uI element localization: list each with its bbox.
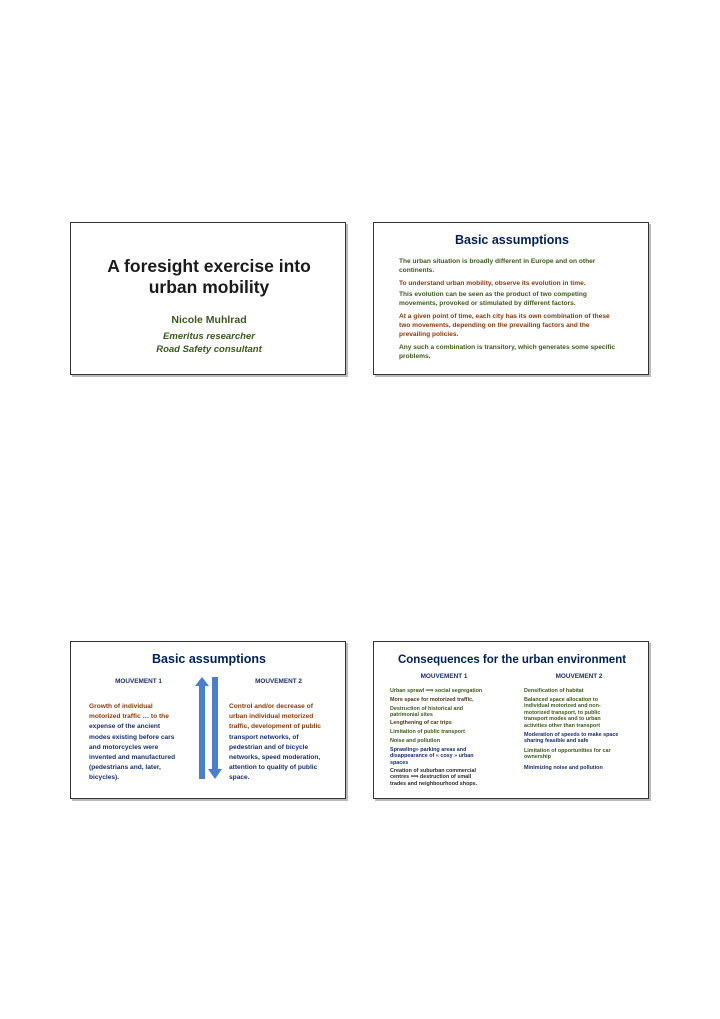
down-arrow-icon [205, 676, 225, 780]
movement-1-header: MOUVEMENT 1 [420, 673, 468, 680]
assumption-item: This evolution can be seen as the product of two competing movements, provoked or stimulated by different factors. [399, 291, 587, 307]
consequence-item: Limitation of opportunities for car ownership [524, 748, 611, 761]
movement-2-header: MOUVEMENT 2 [555, 673, 603, 680]
slide-basic-assumptions-1 [373, 222, 649, 375]
author-name: Nicole Muhlrad [171, 314, 247, 326]
consequence-item: More space for motorized traffic, [390, 697, 474, 703]
author-role-2: Road Safety consultant [156, 344, 262, 355]
consequence-item: Urban sprawl ⟹ social segregation [390, 688, 483, 694]
consequence-item: Lengthening of car trips [390, 720, 452, 726]
slide-title: Basic assumptions [152, 652, 266, 666]
slide-title [70, 222, 346, 375]
assumption-item: To understand urban mobility, observe its evolution in time. [399, 280, 586, 287]
consequence-item: Densification of habitat [524, 688, 584, 694]
slide-basic-assumptions-2 [70, 641, 346, 799]
title-line-1: A foresight exercise into [107, 256, 311, 276]
title-line-2: urban mobility [148, 277, 270, 297]
consequence-item: Destruction of historical and patrimonial sites [390, 706, 464, 719]
consequence-item: Noise and pollution [390, 738, 441, 744]
presentation-title [71, 256, 347, 298]
assumption-item: The urban situation is broadly different in Europe and on other continents. [399, 258, 596, 274]
movement-2-text: Control and/or decrease of urban individual motorized traffic, development of public transport networks, of pedestrian and of bicycle networks, speed moderation, attention to quality of public space. [229, 703, 321, 782]
movement-2-header: MOUVEMENT 2 [255, 678, 302, 685]
slide-consequences [373, 641, 649, 799]
author-role-1: Emeritus researcher [163, 331, 255, 342]
consequence-item: Creation of suburban commercial centres ⟹ destruction of small trades and neighbourhood shops. [390, 768, 478, 787]
movement-1-header: MOUVEMENT 1 [115, 678, 162, 685]
slide-title: Basic assumptions [455, 233, 569, 247]
consequence-item: Balanced space allocation to individual motorized and non- motorized transport, to public transport modes and to urban activities other than transport [524, 697, 601, 729]
assumption-item: Any such a combination is transitory, which generates some specific problems. [399, 344, 616, 360]
consequence-item: Moderation of speeds to make space sharing feasible and safe [524, 732, 619, 745]
slide-title: Consequences for the urban environment [397, 654, 627, 666]
consequence-item: Sprawling» parking areas and disappearance of « cosy » urban spaces [390, 747, 474, 766]
consequence-item: Minimizing noise and pollution [524, 765, 603, 771]
assumption-item: At a given point of time, each city has its own combination of these two movements, depending on the prevailing factors and the prevailing policies. [399, 313, 610, 338]
consequence-item: Limitation of public transport [390, 729, 465, 735]
movement-1-text: Growth of individual motorized traffic … to the expense of the ancient modes existing before cars and motorcycles were invented and manufactured (pedestrians and, later, bicycles). [89, 703, 176, 782]
